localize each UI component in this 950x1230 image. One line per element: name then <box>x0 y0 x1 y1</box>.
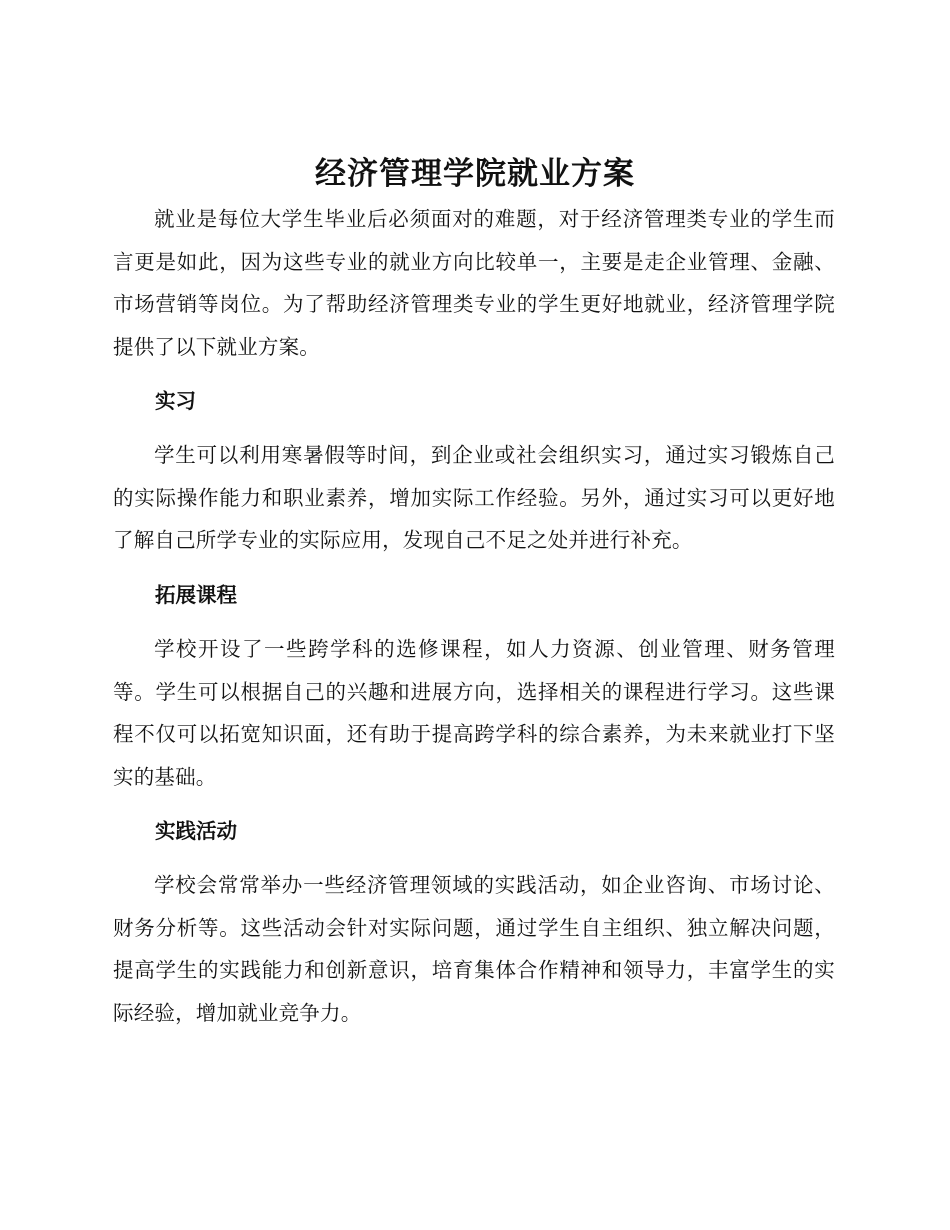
section-heading-internship: 实习 <box>155 389 196 413</box>
intro-paragraph: 就业是每位大学生毕业后必须面对的难题，对于经济管理类专业的学生而言更是如此，因为这些专业的就业方向比较单一，主要是走企业管理、金融、市场营销等岗位。为了帮助经济管理类专业的学生更好地就业，经济管理学院提供了以下就业方案。 <box>113 207 835 359</box>
section-heading-practice-activities: 实践活动 <box>155 819 237 843</box>
section-body-extended-courses: 学校开设了一些跨学科的选修课程，如人力资源、创业管理、财务管理等。学生可以根据自己的兴趣和进展方向，选择相关的课程进行学习。这些课程不仅可以拓宽知识面，还有助于提高跨学科的综合素养，为未来就业打下坚实的基础。 <box>113 637 835 789</box>
section-body-practice-activities: 学校会常常举办一些经济管理领域的实践活动，如企业咨询、市场讨论、财务分析等。这些活动会针对实际问题，通过学生自主组织、独立解决问题，提高学生的实践能力和创新意识，培育集体合作精神和领导力，丰富学生的实际经验，增加就业竞争力。 <box>113 873 835 1025</box>
document-title: 经济管理学院就业方案 <box>315 156 635 192</box>
section-body-internship: 学生可以利用寒暑假等时间，到企业或社会组织实习，通过实习锻炼自己的实际操作能力和职业素养，增加实际工作经验。另外，通过实习可以更好地了解自己所学专业的实际应用，发现自己不足之处并进行补充。 <box>113 443 835 552</box>
section-heading-extended-courses: 拓展课程 <box>155 583 237 607</box>
